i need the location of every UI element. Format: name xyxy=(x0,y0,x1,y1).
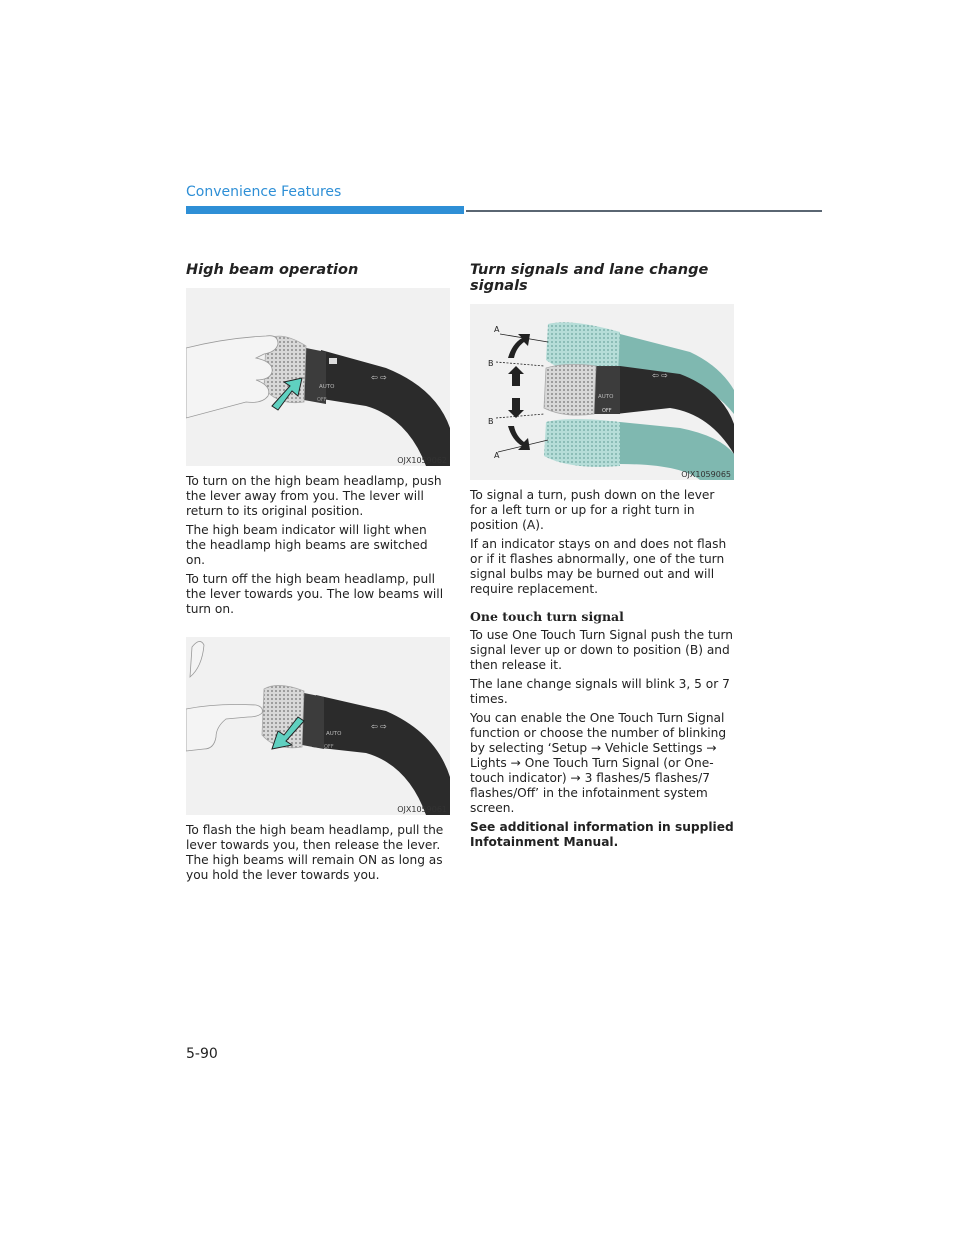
lever-pull-illustration xyxy=(186,637,450,815)
label-a-bottom: A xyxy=(494,451,500,460)
heading-high-beam: High beam operation xyxy=(186,262,359,278)
lever-label-auto: AUTO xyxy=(326,731,342,737)
lever-label-off: OFF xyxy=(602,408,612,414)
lever-label-auto: AUTO xyxy=(598,394,614,400)
paragraph: You can enable the One Touch Turn Signal function or choose the number of blinking by selecting ‘Setup → Vehicle Settings → Lights → One Touch Turn Signal (or One-touch indicator) → 3 flashes/5 flashes/7 flashes/Off’ in the infotainment system screen. xyxy=(470,711,727,815)
section-title: Convenience Features xyxy=(186,184,342,200)
paragraph: If an indicator stays on and does not flash or if it flashes abnormally, one of the turn signal bulbs may be burned out and will require replacement. xyxy=(470,537,727,596)
curved-down-arrow-icon xyxy=(508,426,530,450)
figure-high-beam-flash xyxy=(186,637,450,815)
lever-label-auto: AUTO xyxy=(319,384,335,390)
down-arrow-icon xyxy=(508,398,524,418)
turn-arrows-icon: ⇦ ⇨ xyxy=(371,373,387,382)
label-a-top: A xyxy=(494,325,500,334)
lever-push-illustration xyxy=(186,288,450,466)
header-bar-rule xyxy=(466,210,822,212)
label-b-bottom: B xyxy=(488,417,494,426)
paragraph: To use One Touch Turn Signal push the turn signal lever up or down to position (B) and then release it. xyxy=(470,628,734,672)
page-number: 5-90 xyxy=(186,1046,218,1062)
turn-signal-lever-illustration xyxy=(470,304,734,480)
bold-note: See additional information in supplied Infotainment Manual. xyxy=(470,820,734,849)
header-bar-accent xyxy=(186,206,464,214)
paragraph: The lane change signals will blink 3, 5 or 7 times. xyxy=(470,677,730,706)
figure-code: OJX1059065 xyxy=(681,470,731,479)
paragraph: To turn on the high beam headlamp, push the lever away from you. The lever will return to its original position. xyxy=(186,474,442,518)
left-column xyxy=(186,262,450,887)
paragraph: To turn off the high beam headlamp, pull the lever towards you. The low beams will turn on. xyxy=(186,572,444,616)
curved-up-arrow-icon xyxy=(508,334,530,358)
figure-code: OJX1059061 xyxy=(397,805,447,814)
paragraph: The high beam indicator will light when the headlamp high beams are switched on. xyxy=(186,523,428,567)
figure-code: OJX1059062 xyxy=(397,456,447,465)
lever-label-off: OFF xyxy=(317,397,327,403)
lever-label-off: OFF xyxy=(324,744,334,750)
right-column xyxy=(470,262,734,854)
heading-turn-signals: Turn signals and lane change signals xyxy=(470,262,709,294)
figure-turn-signal xyxy=(470,304,734,480)
paragraph: To flash the high beam headlamp, pull the lever towards you, then release the lever. The high beams will remain ON as long as you hold the lever towards you. xyxy=(186,823,444,882)
up-arrow-icon xyxy=(508,366,524,386)
paragraph: To signal a turn, push down on the lever for a left turn or up for a right turn in position (A). xyxy=(470,488,715,532)
turn-arrows-icon: ⇦ ⇨ xyxy=(371,722,387,731)
turn-arrows-icon: ⇦ ⇨ xyxy=(652,371,668,380)
figure-high-beam-push xyxy=(186,288,450,466)
subheading-one-touch: One touch turn signal xyxy=(470,609,624,624)
label-b-top: B xyxy=(488,359,494,368)
